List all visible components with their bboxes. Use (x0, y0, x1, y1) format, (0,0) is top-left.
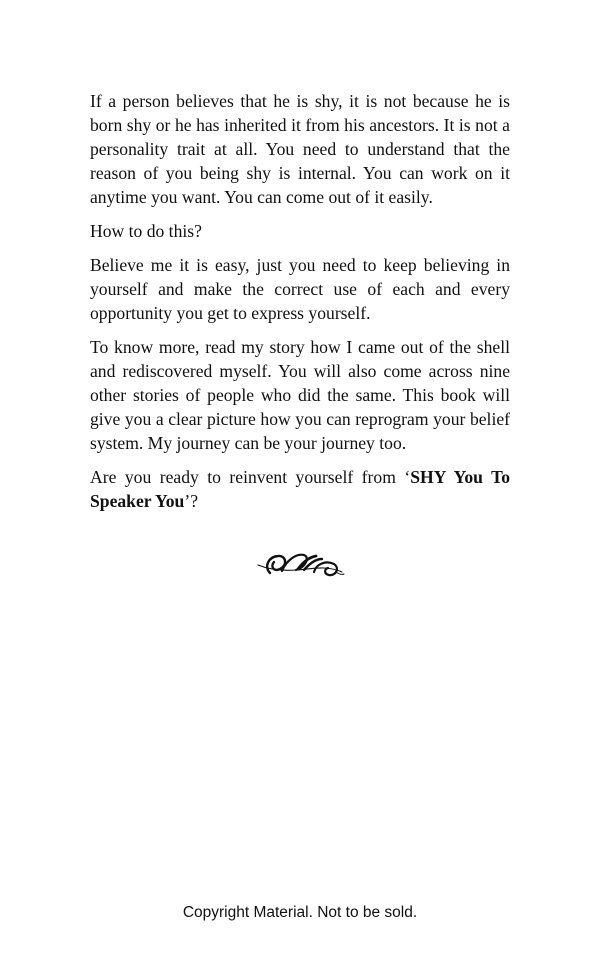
paragraph-believe-me: Believe me it is easy, just you need to keep believing in yourself and make the correct use of each and every opportunity you get to express yourself. (90, 255, 510, 323)
closing-text-after: ’? (184, 491, 199, 511)
paragraph-how-to-do-this: How to do this? (90, 221, 202, 241)
paragraph-closing-question (90, 465, 510, 513)
paragraph-shyness-not-inherited: If a person believes that he is shy, it is not because he is born shy or he has inherited it from his ancestors. It is not a personality trait at all. You need to understand that the reason of you being shy is internal. You can work on it anytime you want. You can come out of it easily. (90, 91, 510, 207)
flourish-ornament-icon (256, 545, 346, 585)
copyright-footer: Copyright Material. Not to be sold. (182, 904, 418, 921)
closing-book-title: SHY You To Speaker You (90, 467, 510, 511)
paragraph-know-more: To know more, read my story how I came out of the shell and rediscovered myself. You will also come across nine other stories of people who did the same. This book will give you a clear picture how you can reprogram your belief system. My journey can be your journey too. (90, 337, 510, 453)
page-body (90, 89, 510, 523)
closing-text-before: Are you ready to reinvent yourself from ‘ (90, 467, 411, 487)
